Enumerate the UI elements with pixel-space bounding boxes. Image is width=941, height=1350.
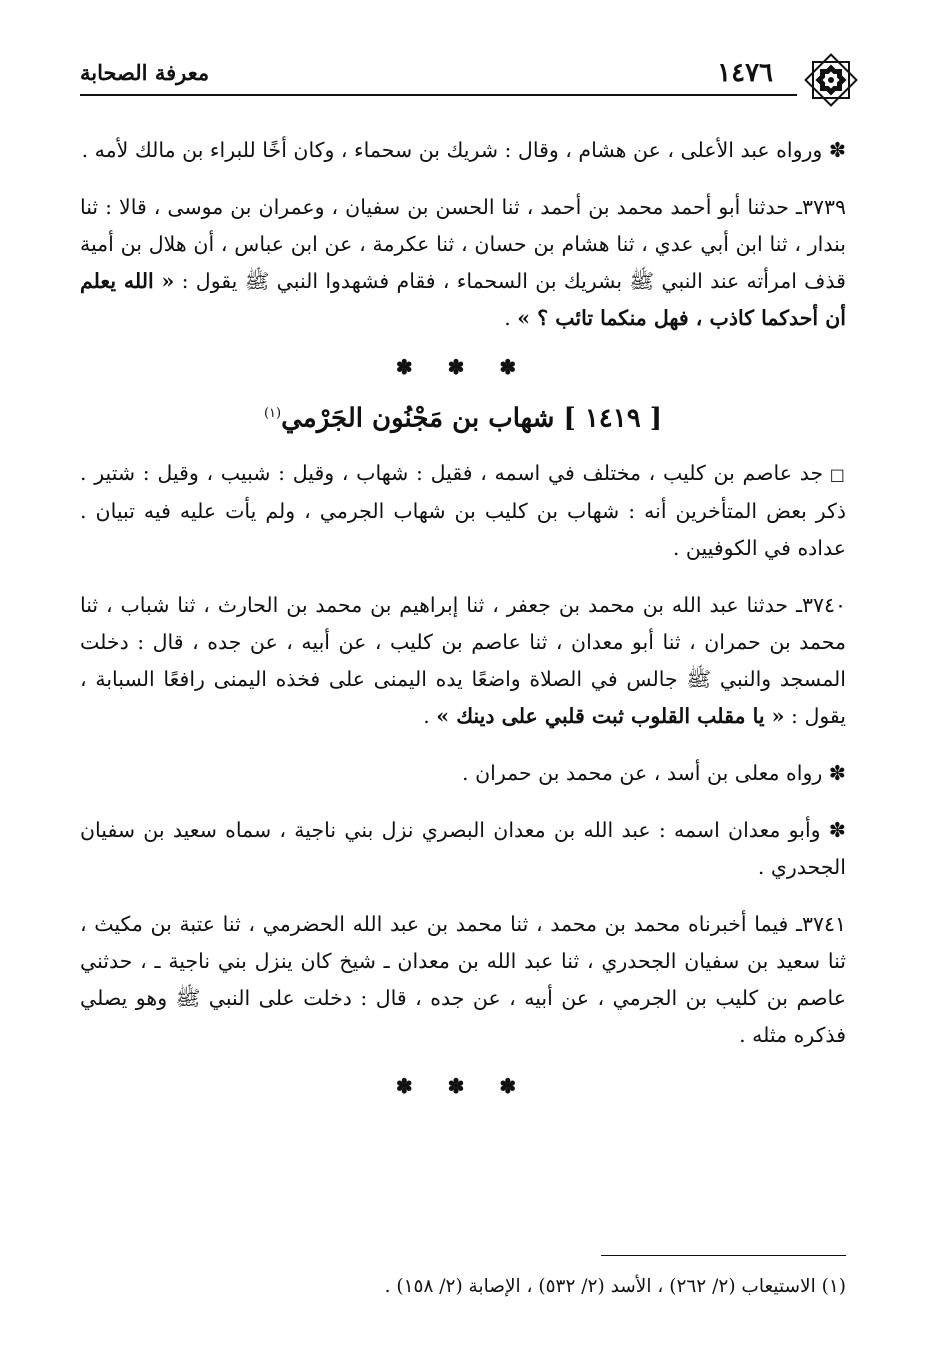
footnote-rule — [601, 1255, 846, 1256]
page-number: ١٤٧٦ — [717, 58, 773, 88]
hadith-3740 — [80, 587, 846, 735]
section-separator-stars: ✽ ✽ ✽ — [395, 355, 531, 379]
hadith-3739-quote: « الله يعلم أن أحدكما كاذب ، فهل منكما تائب ؟ » — [80, 269, 846, 330]
paragraph-riwaya: ✽ رواه معلى بن أسد ، عن محمد بن حمران . — [462, 760, 846, 785]
section-title-text: [ ١٤١٩ ] شهاب بن مَجْنُون الجَرْمي — [281, 403, 663, 434]
hadith-3740-quote: « يا مقلب القلوب ثبت قلبي على دينك » — [436, 703, 785, 728]
end-separator-stars: ✽ ✽ ✽ — [395, 1073, 531, 1098]
hadith-3740-text: ٣٧٤٠ـ حدثنا عبد الله بن محمد بن جعفر ، ثنا إبراهيم بن محمد بن الحارث ، ثنا شباب ، ثنا محمد بن حمران ، ثنا أبو معدان ، ثنا عاصم بن كليب ، عن أبيه ، عن جده ، قال : دخلت المسجد والنبي ﷺ جالس في الصلاة واضعًا يده اليمنى على فخذه اليمنى رافعًا السبابة ، يقول : — [80, 592, 846, 728]
octagram-ornament-icon — [801, 50, 861, 110]
biography-text: جد عاصم بن كليب ، مختلف في اسمه ، فقيل : شهاب ، وقيل : شبيب ، وقيل : شتير . ذكر بعض المتأخرين أنه : شهاب بن كليب بن شهاب الجرمي ، ولم يأت عليه فيه تبيان . عداده في الكوفيين . — [80, 460, 846, 560]
hadith-3739 — [80, 189, 846, 337]
box-marker-icon: □ — [829, 464, 846, 484]
hadith-3740-end: . — [423, 703, 437, 728]
hadith-3741: ٣٧٤١ـ فيما أخبرناه محمد بن محمد ، ثنا محمد بن عبد الله الحضرمي ، ثنا عتبة بن مكيث ، ثنا سعيد بن سفيان الجحدري ، ثنا عبد الله بن معدان ـ شيخ كان ينزل بني ناجية ـ ، حدثني عاصم بن كليب بن الجرمي ، عن أبيه ، عن جده ، قال : دخلت على النبي ﷺ وهو يصلي فذكره مثله . — [80, 911, 846, 1047]
biography-paragraph — [80, 455, 846, 567]
footnote: (١) الاستيعاب (٢/ ٢٦٢) ، الأسد (٢/ ٥٣٢) ، الإصابة (٢/ ١٥٨) . — [384, 1276, 846, 1297]
section-title — [80, 392, 846, 441]
running-title: معرفة الصحابة — [80, 60, 210, 85]
section-footnote-mark: (١) — [263, 406, 282, 421]
page-body — [80, 132, 846, 1109]
paragraph-1: ✽ ورواه عبد الأعلى ، عن هشام ، وقال : شريك بن سحماء ، وكان أخًا للبراء بن مالك لأمه . — [81, 138, 846, 162]
hadith-3739-end: . — [504, 306, 518, 330]
paragraph-abu-maadan: ✽ وأبو معدان اسمه : عبد الله بن معدان البصري نزل بني ناجية ، سماه سعيد بن سفيان الجحدري . — [80, 817, 846, 879]
hadith-3739-text: ٣٧٣٩ـ حدثنا أبو أحمد محمد بن أحمد ، ثنا الحسن بن سفيان ، وعمران بن موسى ، قالا : ثنا بندار ، ثنا ابن أبي عدي ، ثنا هشام بن حسان ، ثنا عكرمة ، عن ابن عباس ، أن هلال بن أمية قذف امرأته عند النبي ﷺ بشريك بن السحماء ، فقام فشهدوا النبي ﷺ يقول : — [80, 195, 846, 293]
header-rule — [80, 94, 797, 96]
page-header — [80, 50, 861, 96]
